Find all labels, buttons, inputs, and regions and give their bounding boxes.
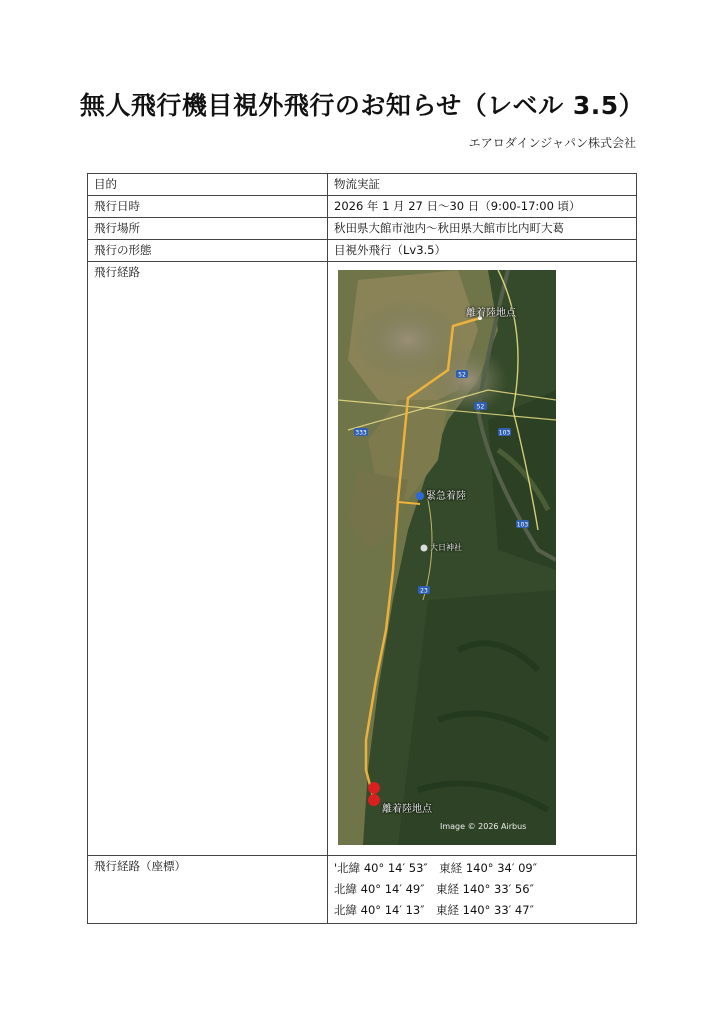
- place-label: 飛行場所: [88, 218, 328, 240]
- takeoff-bottom-label: 離着陸地点: [382, 804, 432, 815]
- route-label: 飛行経路: [88, 262, 328, 856]
- takeoff-top-label: 離着陸地点: [466, 308, 516, 319]
- route-map: [338, 270, 556, 845]
- datetime-label: 飛行日時: [88, 196, 328, 218]
- table-row: [88, 218, 637, 240]
- svg-text:52: 52: [476, 403, 485, 411]
- form-value: 目視外飛行（Lv3.5）: [328, 240, 637, 262]
- table-row: [88, 240, 637, 262]
- company-name: エアロダインジャパン株式会社: [468, 136, 636, 150]
- table-row: [88, 196, 637, 218]
- coord-line: 北緯 40° 14′ 13″ 東経 140° 33′ 47″: [334, 903, 534, 917]
- svg-text:333: 333: [355, 429, 367, 437]
- svg-text:103: 103: [498, 429, 511, 437]
- table-row: [88, 262, 637, 856]
- form-label: 飛行の形態: [88, 240, 328, 262]
- coords-label: 飛行経路（座標）: [88, 856, 328, 924]
- datetime-value: 2026 年 1 月 27 日〜30 日（9:00-17:00 頃）: [328, 196, 637, 218]
- svg-text:52: 52: [458, 371, 466, 379]
- satellite-image: [338, 270, 556, 845]
- coord-line: '北緯 40° 14′ 53″ 東経 140° 34′ 09″: [334, 861, 538, 875]
- coord-line: 北緯 40° 14′ 49″ 東経 140° 33′ 56″: [334, 882, 534, 896]
- flight-info-table: [87, 173, 637, 924]
- purpose-label: 目的: [88, 174, 328, 196]
- page-title: 無人飛行機目視外飛行のお知らせ（レベル 3.5）: [79, 91, 645, 120]
- purpose-value: 物流実証: [328, 174, 637, 196]
- table-row: [88, 856, 637, 924]
- svg-text:23: 23: [420, 587, 428, 595]
- shrine-label: 大日神社: [430, 543, 462, 552]
- place-value: 秋田県大館市池内〜秋田県大館市比内町大葛: [328, 218, 637, 240]
- svg-text:103: 103: [516, 521, 529, 529]
- table-row: [88, 174, 637, 196]
- route-map-cell: [328, 262, 637, 856]
- coords-values: [328, 856, 637, 924]
- image-credit: Image © 2026 Airbus: [440, 822, 527, 831]
- emergency-landing-label: 緊急着陸: [426, 491, 466, 502]
